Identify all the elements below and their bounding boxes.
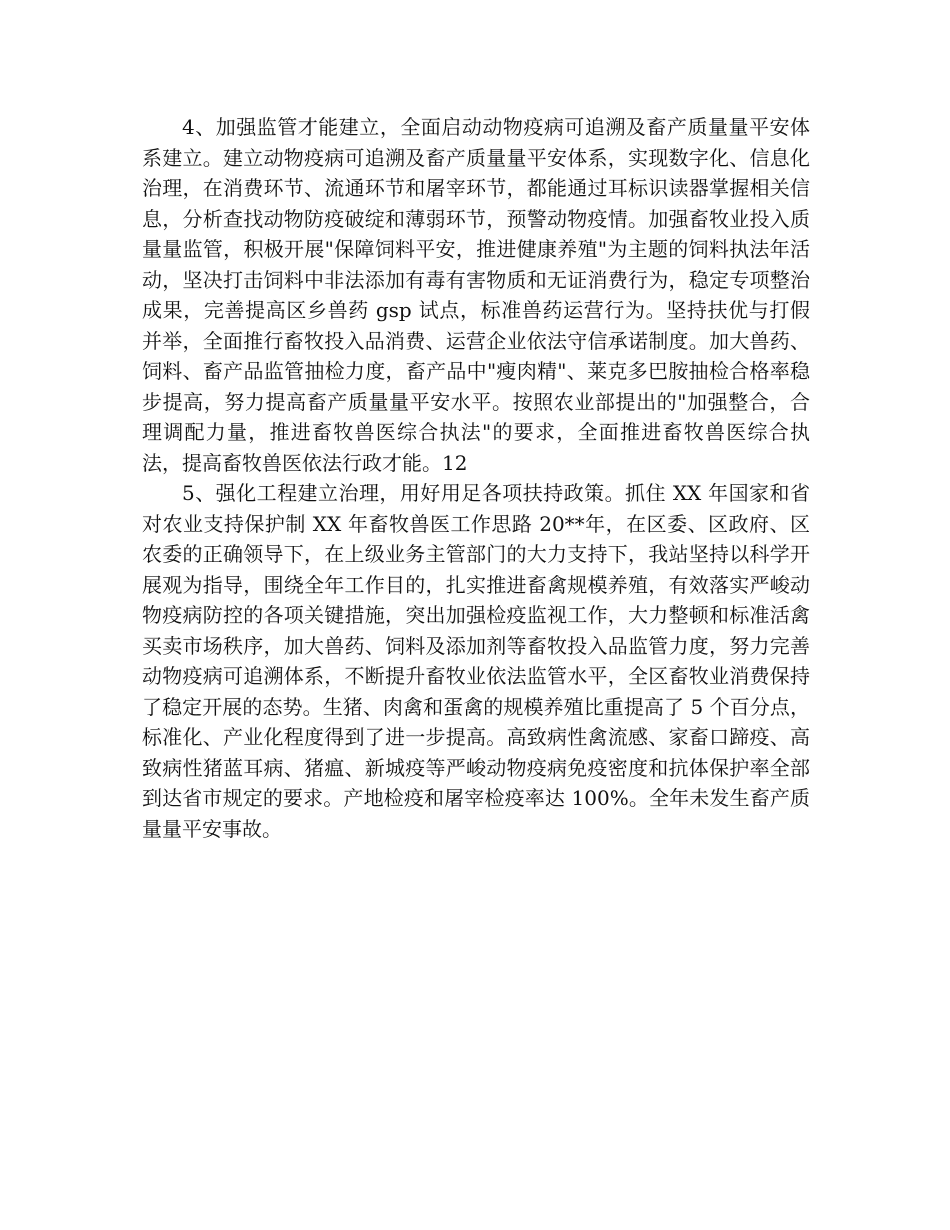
paragraph-4-supervision: 4、加强监管才能建立，全面启动动物疫病可追溯及畜产质量量平安体系建立。建立动物疫病可追溯及畜产质量量平安体系，实现数字化、信息化治理，在消费环节、流通环节和屠宰环节，都能通过耳标识读器掌握相关信息，分析查找动物防疫破绽和薄弱环节，预警动物疫情。加强畜牧业投入质量量监管，积极开展"保障饲料平安，推进健康养殖"为主题的饲料执法年活动，坚决打击饲料中非法添加有毒有害物质和无证消费行为，稳定专项整治成果，完善提高区乡兽药 gsp 试点，标准兽药运营行为。坚持扶优与打假并举，全面推行畜牧投入品消费、运营企业依法守信承诺制度。加大兽药、饲料、畜产品监管抽检力度，畜产品中"瘦肉精"、莱克多巴胺抽检合格率稳步提高，努力提高畜产质量量平安水平。按照农业部提出的"加强整合，合理调配力量，推进畜牧兽医综合执法"的要求，全面推进畜牧兽医综合执法，提高畜牧兽医依法行政才能。12 bbox=[142, 115, 810, 475]
document-body bbox=[142, 112, 810, 844]
paragraph-5-projects: 5、强化工程建立治理，用好用足各项扶持政策。抓住 XX 年国家和省对农业支持保护制 XX 年畜牧兽医工作思路 20**年，在区委、区政府、区农委的正确领导下，在上级业务主管部门的大力支持下，我站坚持以科学开展观为指导，围绕全年工作目的，扎实推进畜禽规模养殖，有效落实严峻动物疫病防控的各项关键措施，突出加强检疫监视工作，大力整顿和标准活禽买卖市场秩序，加大兽药、饲料及添加剂等畜牧投入品监管力度，努力完善动物疫病可追溯体系，不断提升畜牧业依法监管水平，全区畜牧业消费保持了稳定开展的态势。生猪、肉禽和蛋禽的规模养殖比重提高了 5 个百分点，标准化、产业化程度得到了进一步提高。高致病性禽流感、家畜口蹄疫、高致病性猪蓝耳病、猪瘟、新城疫等严峻动物疫病免疫密度和抗体保护率全部到达省市规定的要求。产地检疫和屠宰检疫率达 100%。全年未发生畜产质量量平安事故。 bbox=[142, 481, 810, 841]
